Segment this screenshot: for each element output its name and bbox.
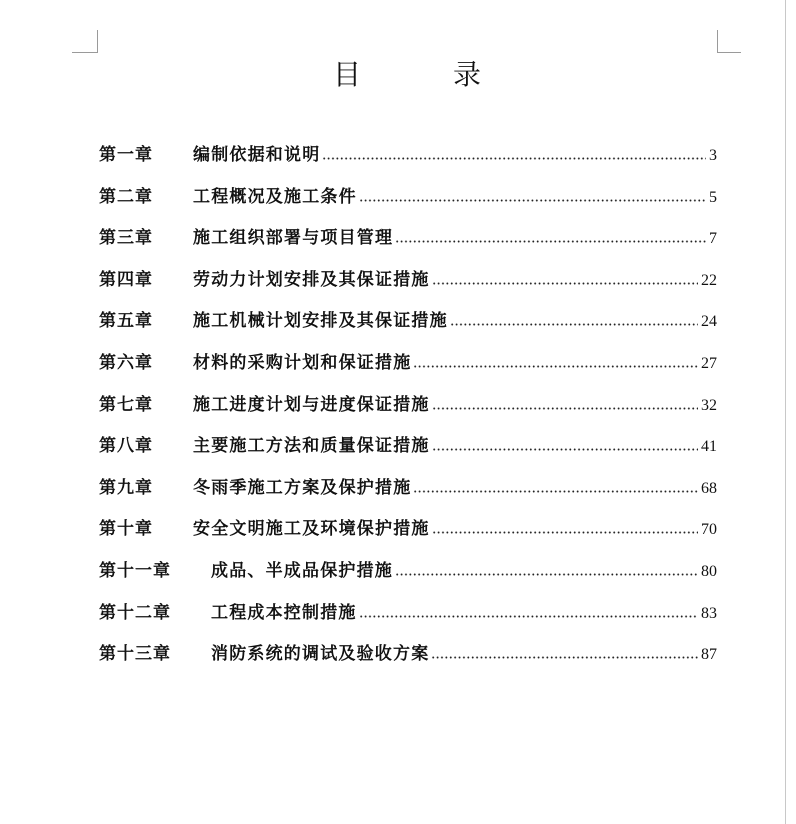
toc-page-number: 41	[701, 438, 717, 456]
toc-chapter-title: 工程成本控制措施	[211, 602, 357, 623]
toc-dot-leader	[432, 448, 698, 451]
toc-dot-leader	[413, 365, 698, 368]
toc-chapter-label: 第七章	[99, 394, 153, 415]
toc-entry[interactable]	[99, 644, 717, 686]
toc-dot-leader	[395, 573, 698, 576]
toc-chapter-label: 第二章	[99, 186, 153, 207]
table-of-contents	[99, 145, 717, 686]
toc-chapter-label: 第五章	[99, 311, 153, 332]
toc-dot-leader	[431, 656, 698, 659]
toc-chapter-label: 第十章	[99, 519, 153, 540]
toc-page-number: 83	[701, 604, 717, 622]
toc-entry[interactable]	[99, 478, 717, 520]
toc-entry[interactable]	[99, 561, 717, 603]
toc-entry[interactable]	[99, 145, 717, 187]
toc-chapter-title: 劳动力计划安排及其保证措施	[193, 269, 430, 290]
toc-chapter-title: 主要施工方法和质量保证措施	[193, 436, 430, 457]
toc-entry[interactable]	[99, 270, 717, 312]
toc-chapter-label: 第六章	[99, 352, 153, 373]
toc-page-number: 68	[701, 479, 717, 497]
toc-dot-leader	[322, 157, 706, 160]
toc-entry[interactable]	[99, 436, 717, 478]
toc-chapter-label: 第四章	[99, 269, 153, 290]
toc-entry[interactable]	[99, 228, 717, 270]
toc-chapter-title: 施工进度计划与进度保证措施	[193, 394, 430, 415]
toc-chapter-label: 第九章	[99, 477, 153, 498]
toc-page-number: 5	[709, 188, 717, 206]
toc-entry[interactable]	[99, 311, 717, 353]
toc-entry[interactable]	[99, 395, 717, 437]
toc-chapter-title: 消防系统的调试及验收方案	[211, 644, 430, 665]
toc-chapter-title: 安全文明施工及环境保护措施	[193, 519, 430, 540]
toc-entry[interactable]	[99, 603, 717, 645]
toc-dot-leader	[432, 282, 698, 285]
toc-chapter-title: 冬雨季施工方案及保护措施	[193, 477, 412, 498]
toc-page-number: 70	[701, 521, 717, 539]
toc-page-number: 27	[701, 354, 717, 372]
toc-entry[interactable]	[99, 519, 717, 561]
toc-dot-leader	[413, 490, 698, 493]
toc-page-number: 3	[709, 147, 717, 164]
toc-chapter-title: 施工机械计划安排及其保证措施	[193, 311, 448, 332]
toc-chapter-label: 第十一章	[99, 560, 171, 581]
top-right-crop-mark	[717, 30, 741, 53]
toc-chapter-title: 工程概况及施工条件	[193, 186, 357, 207]
toc-page-number: 80	[701, 562, 717, 580]
toc-entry[interactable]	[99, 353, 717, 395]
toc-chapter-title: 成品、半成品保护措施	[211, 560, 393, 581]
toc-page-number: 87	[701, 646, 717, 664]
toc-dot-leader	[432, 531, 698, 534]
toc-page-number: 22	[701, 271, 717, 289]
document-title: 目 录	[332, 58, 483, 91]
toc-chapter-label: 第十三章	[99, 644, 171, 665]
toc-dot-leader	[359, 615, 698, 618]
toc-dot-leader	[395, 240, 706, 243]
toc-chapter-title: 编制依据和说明	[193, 145, 321, 165]
toc-page-number: 32	[701, 396, 717, 414]
toc-chapter-label: 第一章	[99, 145, 153, 165]
toc-dot-leader	[432, 407, 698, 410]
toc-page-number: 24	[701, 313, 717, 331]
toc-dot-leader	[359, 199, 706, 202]
top-left-crop-mark	[72, 30, 98, 53]
toc-chapter-label: 第十二章	[99, 602, 171, 623]
toc-entry[interactable]	[99, 187, 717, 229]
toc-chapter-title: 材料的采购计划和保证措施	[193, 352, 412, 373]
toc-chapter-label: 第三章	[99, 228, 153, 249]
toc-dot-leader	[450, 323, 698, 326]
toc-page-number: 7	[709, 230, 717, 248]
toc-chapter-label: 第八章	[99, 436, 153, 457]
toc-chapter-title: 施工组织部署与项目管理	[193, 228, 394, 249]
page-right-edge	[785, 0, 786, 824]
